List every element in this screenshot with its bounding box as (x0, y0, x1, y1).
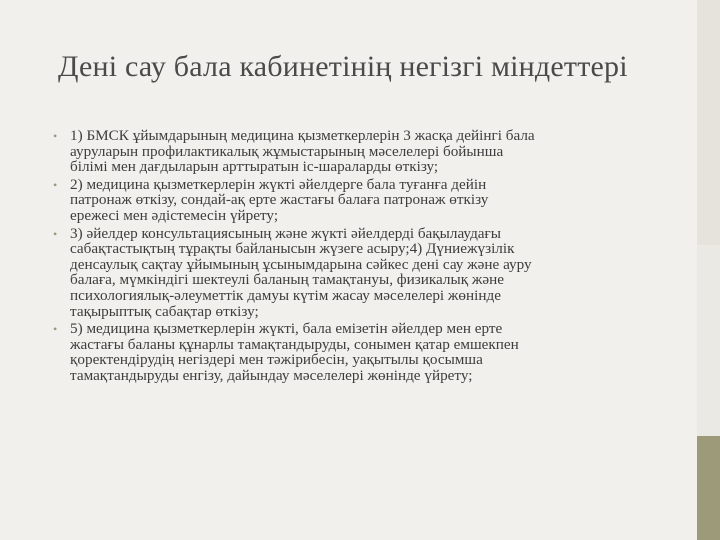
bullet-item (50, 226, 690, 320)
bullet-item (50, 321, 690, 383)
bullet-dot-icon: • (53, 226, 58, 241)
bullet-list (50, 128, 690, 384)
bullet-text: 2) медицина қызметкерлерін жүкті әйелдерге бала туғанға дейін патронаж өткізу, сондай-ақ ерте жастағы балаға патронаж өткізу ережесі мен әдістемесін үйрету; (70, 175, 489, 224)
bullet-item (50, 177, 690, 224)
side-decoration-olive (697, 436, 720, 540)
bullet-text: 5) медицина қызметкерлерін жүкті, бала емізетін әйелдер мен ерте жастағы баланы құнарлы тамақтандыруды, сонымен қатар емшекпен қоректендірудің негіздері мен тәжірибесін, уақытылы қосымша тамақтандыруды енгізу, дайындау мәселелері жөнінде үйрету; (70, 320, 519, 384)
bullet-dot-icon: • (53, 177, 58, 192)
bullet-text: 1) БМСК ұйымдарының медицина қызметкерлерін 3 жасқа дейінгі бала ауруларын профилактикалық жұмыстарының мәселелері бойынша білімі мен дағдыларын арттыратын іс-шараларды өткізу; (70, 127, 535, 176)
bullet-item (50, 128, 690, 175)
bullet-text: 3) әйелдер консультациясының және жүкті әйелдерді бақылаудағы сабақтастықтың тұрақты байланысын жүзеге асыру;4) Дүниежүзілік денсаулық сақтау ұйымының ұсынымдарына сәйкес дені сау және ауру балаға, мүмкіндігі шектеулі баланың тамақтануы, физикалық және психологиялық-әлеуметтік дамуы күтім жасау мәселелері жөнінде тақырыптық сабақтар өткізу; (70, 224, 532, 320)
slide-title: Дені сау бала кабинетінің негізгі міндеттері (58, 50, 628, 83)
side-decoration-top (697, 0, 720, 245)
bullet-dot-icon: • (53, 129, 58, 143)
bullet-dot-icon: • (53, 322, 58, 337)
